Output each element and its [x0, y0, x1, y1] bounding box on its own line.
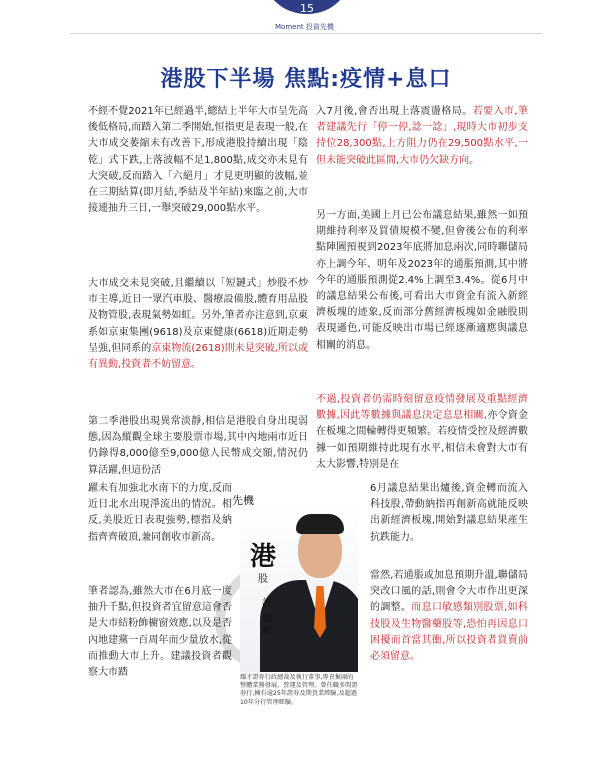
paragraph-5-text: 入7月後,會否出現上落震盪格局。 [316, 106, 473, 117]
author-photo [240, 500, 358, 672]
header-rule [70, 33, 542, 34]
column-label: 先機 [232, 494, 254, 507]
paragraph-2 [88, 276, 308, 373]
calligraphy-sub: 股 [258, 574, 268, 585]
section-label: Moment 投資先機 [275, 23, 334, 31]
article-title: 港股下半場 焦點:疫情+息口 [160, 67, 452, 92]
paragraph-4: 筆者認為,雖然大市在6月底一度抽升千點,但投資者宜留意這會否是大市結粉飾櫥窗效應,以及是否內地建黨一百周年而少量放水,從而推動大市上升。建議投資者觀察大市踏 [88, 586, 232, 679]
paragraph-6: 另一方面,美國上月已公布議息結果,雖然一如預期維持利率及買債規模不變,但會後公布的利率點陣圖預視到2023年底將加息兩次,同時聯儲局亦上調今年、明年及2023年的通脹預測,其中將今年的通脹預測從2.4%上調至3.4%。從6月中的議息結果公布後,可看出大市資金有流入新經濟板塊的迹象,反而部分舊經濟板塊如金融股則表現遜色,可能反映出市場已經逐漸適應與議息相關的消息。 [316, 210, 528, 351]
paragraph-1: 不經不覺2021年已經過半,總結上半年大市呈先高後低格局,而踏入第二季開始,恒指更是表現一般,在大市成交萎縮未有改善下,形成港股持續出現「陰乾」式下跌,上落波幅不足1,800點,成交亦未見有大突破,反而踏入「六絕月」才見更明顯的波幅,並在三期結算(即月結,季結及半年結)來臨之前,大市接連抽升三日,一舉突破29,000點水平。 [88, 106, 308, 215]
paragraph-3-cont: 躍未有加強北水南下的力度,反而近日北水出現淨流出的情況。相反,美股近日表現強勢,標指及納指齊齊破頂,兼同創收市新高。 [88, 483, 232, 543]
paragraph-7 [316, 392, 528, 473]
paragraph-7-text: 亦令資金在板塊之間輪轉得更頻繁。若疫情受控及經濟數據一如預期維持此現有水平,相信未會對大市有太大影響,特別是在 [316, 410, 529, 470]
page-number: 15 [300, 2, 314, 15]
paragraph-8-highlight: 而息口敏感類別股票,如科技股及生物醫藥股等,恐怕再因息口困擾而首當其衝,所以投資者買賣前必須留意。 [370, 602, 529, 663]
author-name-1: 許 [262, 598, 272, 609]
author-name-2: 繹彬 [262, 614, 272, 637]
author-hair [296, 514, 344, 534]
author-bio: 耀才證券行政總裁及執行董事,專責集團的整體業務發展、營運及管理。曾任職多間證券行,擁有逾25年證券及期貨業經驗,及超過10年分行管理經驗。 [240, 674, 358, 706]
paragraph-5-highlight: 若要入市,筆者建議先行「停一停,諗一諗」,現時大市初步支持位28,300點,上方阻力仍在29,500點水平,一但未能突破此區間,大市仍欠缺方向。 [316, 106, 528, 166]
calligraphy-title: 港 [250, 542, 277, 572]
paragraph-7-cont: 6月議息結果出爐後,資金轉而流入科技股,帶動納指再創新高就能反映出新經濟板塊,開始對議息結果產生抗跌能力。 [370, 483, 528, 543]
paragraph-2-text: 大市成交未見突破,且繼續以「短鏈式」炒股不炒市主導,近日一眾汽車股、醫療設備股,體育用品股及物管股,表現氣勢如虹。另外,筆者亦注意到,京東系如京東集團(9618)及京東健康(6618)近期走勢呈強,但同系的 [88, 278, 308, 354]
paragraph-5 [316, 104, 528, 169]
paragraph-3: 第二季港股出現異常淡靜,相信是港股自身出現弱態,因為縱觀全球主要股票市場,其中內地兩市近日仍錄得8,000億至9,000億人民幣成交額,情況仍算活躍,但這份活 [88, 416, 308, 476]
paragraph-7-highlight: 不過,投資者仍需時刻留意疫情發展及重點經濟數據,因此等數據與議息決定息息相關, [316, 394, 528, 422]
paragraph-2-highlight: 京東物流(2618)則未見突破,所以或有異動,投資者不妨留意。 [88, 342, 308, 371]
paragraph-8 [370, 568, 528, 665]
paragraph-8-text: 當然,若通脹或加息預期升溫,聯儲局突改口風的話,則會令大市作出更深的調整。 [370, 570, 528, 614]
